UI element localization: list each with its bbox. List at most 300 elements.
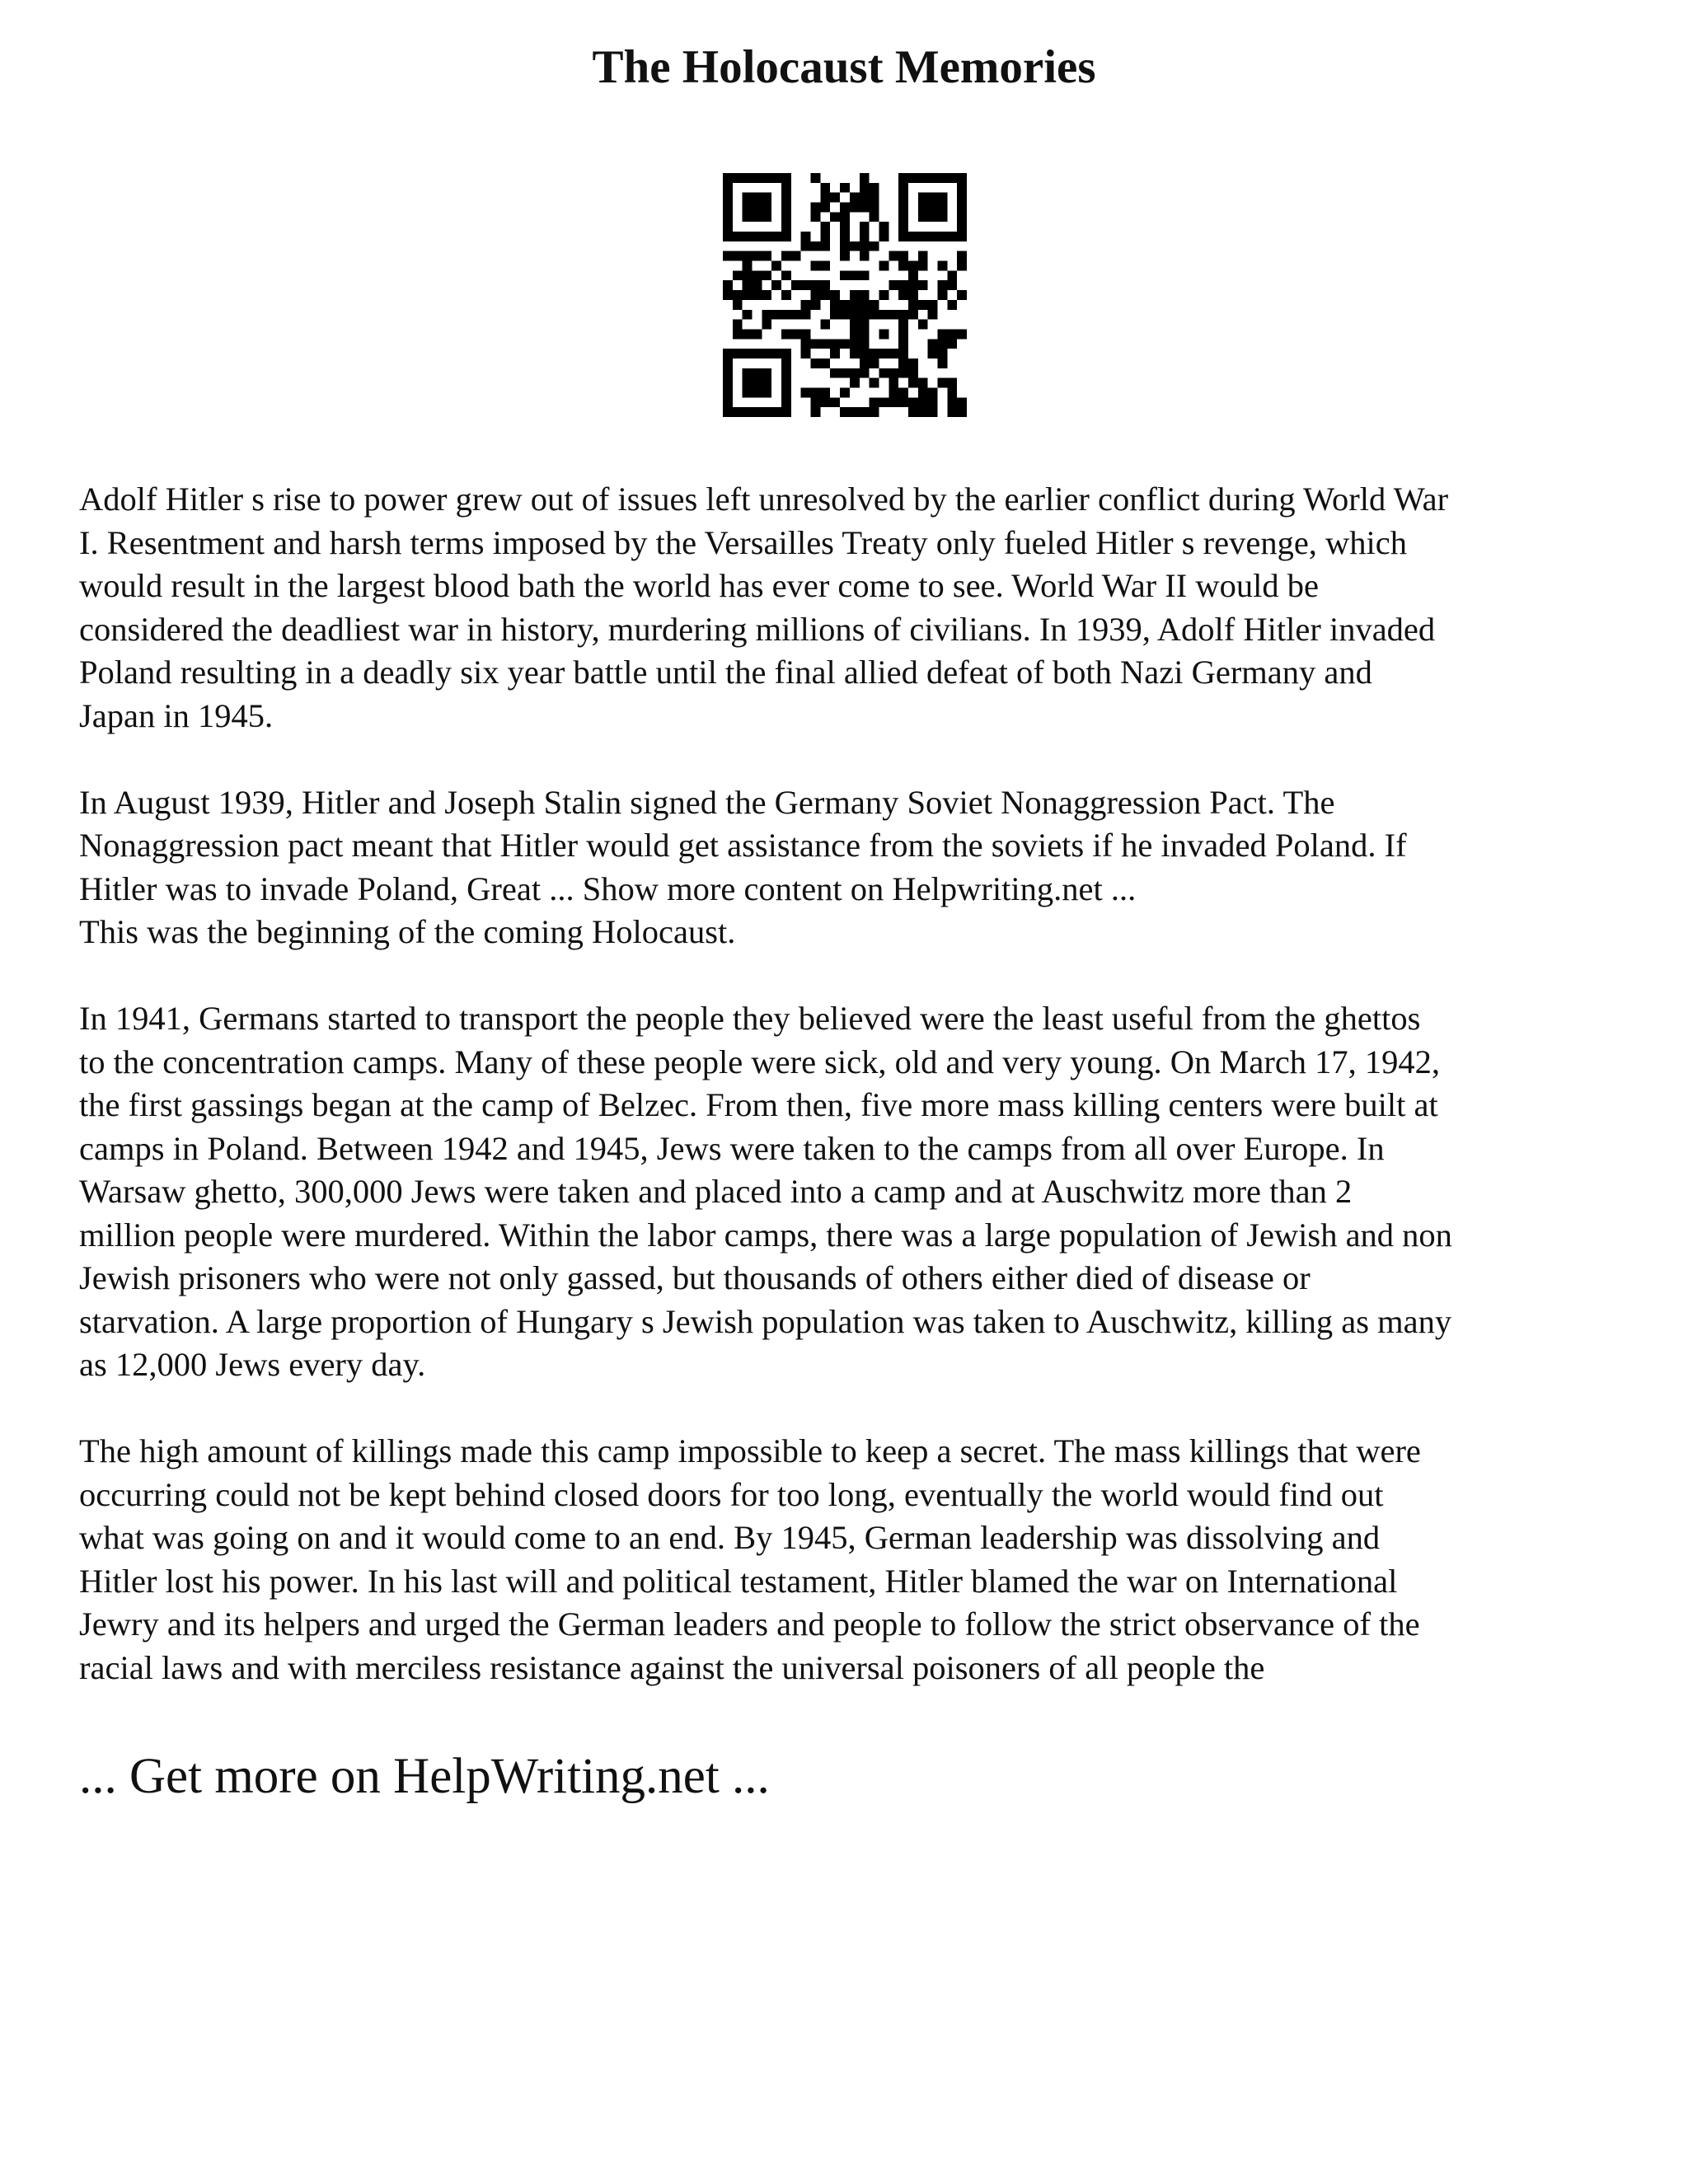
qr-module (811, 173, 821, 183)
qr-module (811, 241, 821, 251)
qr-module (889, 378, 898, 388)
qr-module (947, 329, 957, 339)
qr-module (860, 339, 870, 349)
qr-module (957, 203, 967, 213)
qr-module (781, 378, 791, 388)
qr-module (830, 193, 840, 203)
qr-module (733, 300, 743, 310)
qr-module (762, 203, 771, 213)
qr-module (753, 193, 762, 203)
qr-module (889, 397, 898, 407)
qr-module (928, 203, 938, 213)
qr-module (860, 251, 870, 261)
qr-module (870, 193, 879, 203)
qr-module (860, 300, 870, 310)
qr-module (743, 349, 753, 359)
qr-module (957, 222, 967, 232)
qr-module (879, 232, 889, 241)
qr-module (918, 193, 928, 203)
qr-module (781, 232, 791, 241)
qr-module (771, 232, 781, 241)
text-line: as 12,000 Jews every day. (79, 1346, 426, 1383)
qr-module (947, 280, 957, 290)
qr-module (753, 378, 762, 388)
qr-code-icon[interactable] (723, 173, 967, 417)
text-line: occurring could not be kept behind closed doors for too long, eventually the world would find out (79, 1475, 1384, 1513)
qr-module (860, 222, 870, 232)
qr-module (860, 173, 870, 183)
qr-module (898, 387, 908, 397)
qr-module (947, 270, 957, 280)
qr-module (947, 173, 957, 183)
qr-module (928, 212, 938, 222)
qr-module (762, 387, 771, 397)
qr-module (743, 232, 753, 241)
qr-module (957, 290, 967, 300)
qr-module (937, 261, 947, 271)
qr-module (957, 232, 967, 241)
qr-module (811, 290, 821, 300)
qr-module (762, 290, 771, 300)
qr-module (937, 203, 947, 213)
text-line: This was the beginning of the coming Holocaust. (79, 913, 736, 950)
qr-module (918, 397, 928, 407)
qr-module (870, 310, 879, 320)
qr-module (820, 193, 830, 203)
text-line: Hitler was to invade Poland, Great ... Show more content on Helpwriting.net ... (79, 869, 1137, 907)
qr-module (937, 193, 947, 203)
qr-module (937, 280, 947, 290)
qr-module (840, 203, 850, 213)
qr-module (889, 310, 898, 320)
text-line: what was going on and it would come to an end. By 1945, German leadership was dissolving and (79, 1519, 1381, 1556)
qr-module (840, 251, 850, 261)
qr-module (860, 359, 870, 368)
qr-module (743, 368, 753, 378)
text-line: The high amount of killings made this camp impossible to keep a secret. The mass killings that were (79, 1432, 1421, 1469)
qr-module (743, 212, 753, 222)
qr-code-graphic (723, 173, 967, 417)
qr-module (908, 300, 918, 310)
text-line: to the concentration camps. Many of these people were sick, old and very young. On March 17, 1942, (79, 1043, 1441, 1080)
qr-module (781, 222, 791, 232)
qr-module (918, 232, 928, 241)
qr-module (840, 222, 850, 232)
qr-module (957, 261, 967, 271)
qr-module (820, 222, 830, 232)
qr-module (898, 368, 908, 378)
qr-module (781, 407, 791, 417)
text-line: Nonaggression pact meant that Hitler would get assistance from the soviets if he invaded Poland. If (79, 827, 1407, 864)
qr-module (820, 203, 830, 213)
qr-module (889, 349, 898, 359)
qr-module (743, 290, 753, 300)
qr-module (918, 300, 928, 310)
qr-module (811, 397, 821, 407)
qr-module (723, 183, 733, 193)
qr-module (947, 300, 957, 310)
qr-module (733, 270, 743, 280)
qr-module (743, 203, 753, 213)
qr-module (957, 212, 967, 222)
qr-module (723, 349, 733, 359)
qr-module (918, 378, 928, 388)
qr-module (753, 290, 762, 300)
qr-module (898, 232, 908, 241)
qr-module (918, 320, 928, 330)
qr-module (918, 387, 928, 397)
qr-module (918, 173, 928, 183)
qr-module (762, 368, 771, 378)
qr-module (781, 310, 791, 320)
qr-module (957, 251, 967, 261)
qr-module (879, 310, 889, 320)
qr-module (908, 310, 918, 320)
qr-module (762, 349, 771, 359)
qr-module (840, 270, 850, 280)
qr-module (801, 300, 811, 310)
qr-module (908, 232, 918, 241)
qr-module (723, 232, 733, 241)
qr-module (928, 173, 938, 183)
qr-module (928, 387, 938, 397)
qr-module (781, 349, 791, 359)
qr-module (743, 310, 753, 320)
qr-module (733, 173, 743, 183)
qr-module (781, 290, 791, 300)
qr-module (898, 397, 908, 407)
qr-module (928, 310, 938, 320)
qr-module (840, 183, 850, 193)
qr-module (733, 407, 743, 417)
qr-module (781, 270, 791, 280)
qr-module (850, 310, 860, 320)
qr-module (898, 251, 908, 261)
qr-module (908, 173, 918, 183)
qr-module (762, 193, 771, 203)
qr-module (801, 387, 811, 397)
qr-module (870, 212, 879, 222)
qr-module (850, 290, 860, 300)
qr-module (753, 368, 762, 378)
qr-module (723, 290, 733, 300)
qr-module (908, 270, 918, 280)
qr-module (733, 349, 743, 359)
qr-module (762, 270, 771, 280)
qr-module (928, 193, 938, 203)
qr-module (762, 310, 771, 320)
qr-module (820, 241, 830, 251)
qr-module (928, 407, 938, 417)
qr-module (898, 261, 908, 271)
qr-module (830, 397, 840, 407)
qr-module (723, 203, 733, 213)
qr-module (850, 339, 860, 349)
qr-module (860, 310, 870, 320)
qr-module (801, 339, 811, 349)
qr-module (762, 251, 771, 261)
qr-module (840, 387, 850, 397)
qr-module (889, 280, 898, 290)
text-line: In August 1939, Hitler and Joseph Stalin signed the Germany Soviet Nonaggression Pact. The (79, 783, 1335, 821)
qr-module (879, 290, 889, 300)
qr-module (898, 193, 908, 203)
qr-module (791, 251, 801, 261)
qr-module (850, 329, 860, 339)
qr-module (781, 193, 791, 203)
qr-module (898, 339, 908, 349)
qr-module (889, 368, 898, 378)
qr-module (860, 183, 870, 193)
qr-module (723, 378, 733, 388)
qr-module (753, 387, 762, 397)
qr-module (830, 349, 840, 359)
qr-module (908, 378, 918, 388)
qr-module (850, 270, 860, 280)
paragraph-2 (79, 781, 1629, 954)
qr-module (870, 300, 879, 310)
qr-module (830, 300, 840, 310)
qr-module (879, 349, 889, 359)
qr-module (860, 349, 870, 359)
qr-module (811, 280, 821, 290)
qr-module (860, 329, 870, 339)
qr-module (791, 310, 801, 320)
qr-module (947, 232, 957, 241)
qr-module (898, 320, 908, 330)
qr-module (879, 368, 889, 378)
qr-module (762, 173, 771, 183)
paragraph-4 (79, 1430, 1629, 1690)
qr-module (781, 203, 791, 213)
qr-module (830, 290, 840, 300)
qr-module (937, 378, 947, 388)
qr-module (937, 173, 947, 183)
text-line: starvation. A large proportion of Hungary s Jewish population was taken to Auschwitz, killing as many (79, 1302, 1452, 1340)
qr-module (753, 173, 762, 183)
qr-module (898, 280, 908, 290)
qr-module (908, 397, 918, 407)
qr-module (830, 368, 840, 378)
qr-module (957, 183, 967, 193)
paragraph-1 (79, 478, 1629, 738)
qr-module (928, 397, 938, 407)
qr-module (879, 397, 889, 407)
qr-module (889, 387, 898, 397)
qr-module (743, 173, 753, 183)
text-line: Adolf Hitler s rise to power grew out of issues left unresolved by the earlier conflict during World War (79, 480, 1449, 518)
qr-module (928, 300, 938, 310)
qr-module (811, 212, 821, 222)
qr-module (820, 387, 830, 397)
qr-module (820, 280, 830, 290)
qr-module (957, 173, 967, 183)
qr-module (723, 251, 733, 261)
qr-module (898, 173, 908, 183)
qr-module (811, 261, 821, 271)
qr-module (733, 290, 743, 300)
qr-module (811, 359, 821, 368)
qr-module (947, 378, 957, 388)
text-line: Jewry and its helpers and urged the German leaders and people to follow the strict observance of the (79, 1605, 1420, 1643)
qr-module (937, 212, 947, 222)
text-line: would result in the largest blood bath the world has ever come to see. World War II would be (79, 567, 1319, 604)
qr-module (781, 368, 791, 378)
qr-module (781, 212, 791, 222)
qr-module (908, 407, 918, 417)
qr-module (840, 368, 850, 378)
text-line: considered the deadliest war in history, murdering millions of civilians. In 1939, Adolf Hitler invaded (79, 610, 1436, 648)
qr-module (753, 203, 762, 213)
qr-module (753, 407, 762, 417)
qr-module (791, 280, 801, 290)
page-title: The Holocaust Memories (592, 41, 1096, 93)
qr-module (723, 359, 733, 368)
qr-module (840, 232, 850, 241)
qr-module (870, 203, 879, 213)
qr-module (957, 329, 967, 339)
qr-module (908, 359, 918, 368)
qr-module (771, 261, 781, 271)
qr-module (879, 222, 889, 232)
qr-module (918, 280, 928, 290)
qr-module (898, 222, 908, 232)
qr-module (733, 251, 743, 261)
qr-module (743, 193, 753, 203)
qr-module (918, 212, 928, 222)
qr-module (879, 261, 889, 271)
qr-module (850, 368, 860, 378)
qr-module (771, 407, 781, 417)
qr-module (860, 232, 870, 241)
qr-module (733, 329, 743, 339)
qr-module (753, 329, 762, 339)
text-line: Hitler lost his power. In his last will and political testament, Hitler blamed the war on International (79, 1562, 1398, 1600)
qr-module (840, 310, 850, 320)
qr-module (908, 280, 918, 290)
qr-module (957, 397, 967, 407)
text-line: I. Resentment and harsh terms imposed by the Versailles Treaty only fueled Hitler s revenge, which (79, 523, 1408, 561)
qr-module (762, 378, 771, 388)
qr-module (723, 368, 733, 378)
qr-module (820, 397, 830, 407)
qr-module (723, 212, 733, 222)
qr-module (723, 397, 733, 407)
qr-module (918, 261, 928, 271)
qr-module (850, 203, 860, 213)
qr-module (723, 193, 733, 203)
qr-module (850, 378, 860, 388)
qr-module (957, 193, 967, 203)
qr-module (937, 290, 947, 300)
qr-module (918, 203, 928, 213)
qr-module (850, 193, 860, 203)
qr-module (918, 407, 928, 417)
qr-module (830, 310, 840, 320)
qr-module (753, 349, 762, 359)
qr-module (889, 251, 898, 261)
qr-module (820, 290, 830, 300)
qr-module (781, 183, 791, 193)
qr-module (937, 349, 947, 359)
qr-module (860, 203, 870, 213)
qr-module (860, 270, 870, 280)
qr-module (898, 290, 908, 300)
qr-module (771, 349, 781, 359)
qr-module (743, 280, 753, 290)
qr-module (850, 320, 860, 330)
qr-module (791, 329, 801, 339)
qr-module (723, 222, 733, 232)
qr-module (801, 232, 811, 241)
qr-module (937, 339, 947, 349)
qr-module (753, 212, 762, 222)
qr-module (947, 397, 957, 407)
qr-module (743, 270, 753, 280)
qr-module (723, 173, 733, 183)
qr-module (781, 251, 791, 261)
qr-module (743, 387, 753, 397)
qr-module (898, 349, 908, 359)
qr-module (840, 241, 850, 251)
qr-module (753, 270, 762, 280)
text-line: camps in Poland. Between 1942 and 1945, Jews were taken to the camps from all over Europe. In (79, 1129, 1385, 1167)
qr-module (781, 329, 791, 339)
qr-module (781, 173, 791, 183)
qr-module (947, 339, 957, 349)
qr-module (898, 310, 908, 320)
qr-module (850, 349, 860, 359)
text-line: In 1941, Germans started to transport the people they believed were the least useful from the ghettos (79, 1000, 1421, 1037)
qr-module (801, 349, 811, 359)
qr-module (781, 387, 791, 397)
qr-module (870, 407, 879, 417)
qr-module (830, 339, 840, 349)
qr-module (811, 339, 821, 349)
qr-module (918, 251, 928, 261)
qr-module (957, 407, 967, 417)
qr-module (860, 368, 870, 378)
qr-module (801, 329, 811, 339)
paragraph-3 (79, 997, 1629, 1387)
qr-module (860, 193, 870, 203)
qr-module (840, 339, 850, 349)
text-line: Poland resulting in a deadly six year battle until the final allied defeat of both Nazi Germany and (79, 654, 1372, 691)
get-more-link[interactable]: ... Get more on HelpWriting.net ... (79, 1749, 770, 1804)
qr-module (928, 339, 938, 349)
qr-module (801, 241, 811, 251)
qr-module (811, 300, 821, 310)
qr-module (937, 232, 947, 241)
qr-module (908, 290, 918, 300)
qr-module (820, 261, 830, 271)
qr-module (860, 290, 870, 300)
qr-module (840, 212, 850, 222)
qr-module (771, 173, 781, 183)
qr-module (771, 280, 781, 290)
qr-module (850, 407, 860, 417)
qr-module (723, 280, 733, 290)
qr-module (830, 212, 840, 222)
qr-module (820, 232, 830, 241)
qr-module (898, 203, 908, 213)
qr-module (723, 407, 733, 417)
text-line: Japan in 1945. (79, 696, 274, 734)
text-line: the first gassings began at the camp of Belzec. From then, five more mass killing centers were built at (79, 1086, 1438, 1123)
qr-module (762, 212, 771, 222)
qr-module (928, 349, 938, 359)
text-line: Jewish prisoners who were not only gassed, but thousands of others either died of disease or (79, 1259, 1311, 1296)
